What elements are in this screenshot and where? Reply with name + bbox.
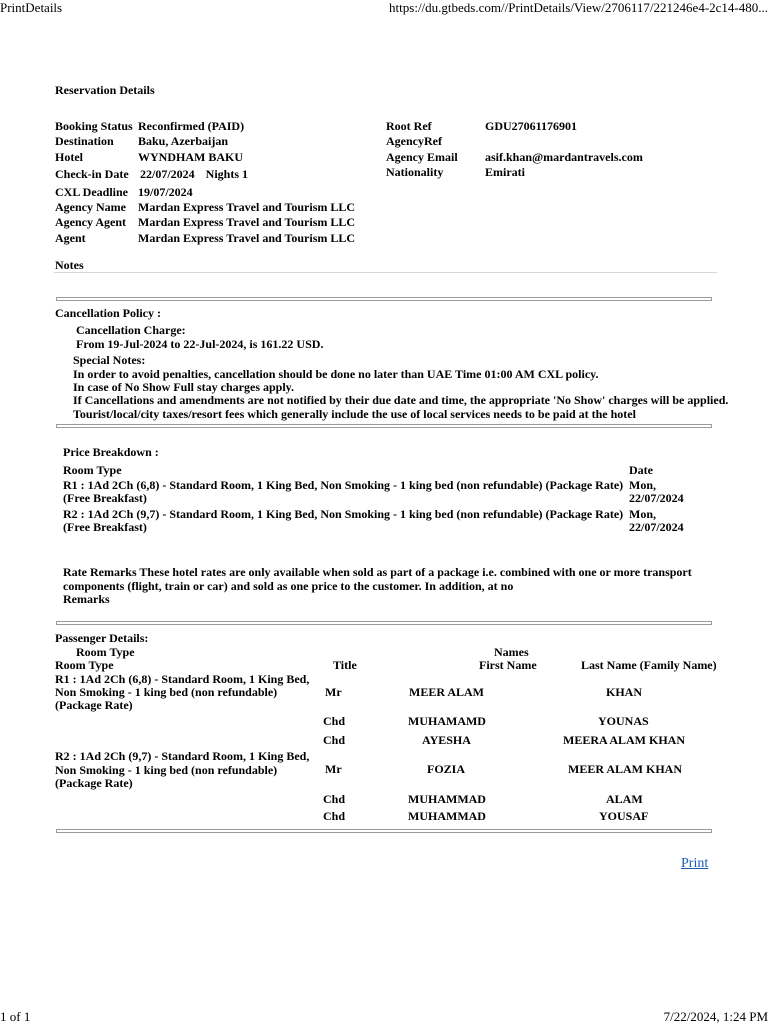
passenger-details-title: Passenger Details: xyxy=(55,631,149,645)
price-row-room-extra: (Free Breakfast) xyxy=(63,520,147,534)
rate-remarks-text: components (flight, train or car) and sold as one price to the customer. In addition, at no xyxy=(63,579,514,593)
passenger-room-desc: (Package Rate) xyxy=(55,776,133,790)
price-breakdown-title: Price Breakdown : xyxy=(63,445,159,459)
print-link[interactable]: Print xyxy=(681,856,709,871)
notes-label: Notes xyxy=(55,258,84,272)
passenger-room-desc: R1 : 1Ad 2Ch (6,8) - Standard Room, 1 King Bed, xyxy=(55,672,310,686)
agency-name-label: Agency Name xyxy=(55,200,126,214)
passenger-room-desc: Non Smoking - 1 king bed (non refundable) xyxy=(55,763,278,777)
checkin-value-cell xyxy=(138,167,355,185)
destination-value: Baku, Azerbaijan xyxy=(138,134,229,148)
passenger-last-name: MEERA ALAM KHAN xyxy=(563,733,686,747)
print-header-title: PrintDetails xyxy=(0,0,63,15)
section-divider xyxy=(56,621,712,625)
agency-ref-value xyxy=(485,134,643,150)
nights-value: Nights 1 xyxy=(205,167,249,181)
passenger-col-room-type: Room Type xyxy=(55,658,114,672)
nationality-label: Nationality xyxy=(386,165,444,179)
destination-label: Destination xyxy=(55,134,114,148)
agency-email-value: asif.khan@mardantravels.com xyxy=(485,150,643,164)
passenger-last-name: ALAM xyxy=(606,792,643,806)
price-row-date: 22/07/2024 xyxy=(629,491,684,505)
passenger-room-desc: R2 : 1Ad 2Ch (9,7) - Standard Room, 1 King Bed, xyxy=(55,749,310,763)
reservation-details-right xyxy=(386,119,643,181)
print-header-url: https://du.gtbeds.com//PrintDetails/View/2706117/221246e4-2c14-480... xyxy=(389,0,768,15)
passenger-title: Mr xyxy=(325,685,342,699)
agency-name-value: Mardan Express Travel and Tourism LLC xyxy=(138,200,356,214)
reservation-details-left xyxy=(55,119,355,246)
price-row-room-extra: (Free Breakfast) xyxy=(63,491,147,505)
section-divider xyxy=(56,829,712,833)
agent-value: Mardan Express Travel and Tourism LLC xyxy=(138,231,356,245)
rate-remarks-text: Rate Remarks These hotel rates are only available when sold as part of a package i.e. combined with one or more transport xyxy=(63,565,692,579)
root-ref-label: Root Ref xyxy=(386,119,432,133)
price-col-room-type: Room Type xyxy=(63,463,122,477)
cancellation-charge-label: Cancellation Charge: xyxy=(76,323,186,337)
agency-agent-label: Agency Agent xyxy=(55,215,126,229)
remarks-label: Remarks xyxy=(63,592,110,606)
root-ref-value: GDU27061176901 xyxy=(485,119,578,133)
passenger-last-name: YOUNAS xyxy=(598,714,649,728)
passenger-title: Chd xyxy=(323,809,346,823)
price-row-room: R1 : 1Ad 2Ch (6,8) - Standard Room, 1 King Bed, Non Smoking - 1 king bed (non refundable) (Package Rate) xyxy=(63,478,624,492)
price-row-date-day: Mon, xyxy=(629,507,656,521)
passenger-title: Mr xyxy=(325,762,342,776)
passenger-room-desc: (Package Rate) xyxy=(55,698,133,712)
checkin-date-value: 22/07/2024 xyxy=(140,167,195,181)
page-title: Reservation Details xyxy=(55,83,155,97)
agency-agent-value: Mardan Express Travel and Tourism LLC xyxy=(138,215,356,229)
section-divider xyxy=(56,297,712,301)
passenger-title: Chd xyxy=(323,733,346,747)
checkin-label: Check-in Date xyxy=(55,167,129,181)
price-row-date-day: Mon, xyxy=(629,478,656,492)
passenger-col-title: Title xyxy=(333,658,357,672)
special-notes-label: Special Notes: xyxy=(73,353,146,367)
price-row-date: 22/07/2024 xyxy=(629,520,684,534)
passenger-col-first-name: First Name xyxy=(479,658,537,672)
cxl-deadline-label: CXL Deadline xyxy=(55,185,129,199)
price-row-room: R2 : 1Ad 2Ch (9,7) - Standard Room, 1 King Bed, Non Smoking - 1 king bed (non refundable) (Package Rate) xyxy=(63,507,624,521)
passenger-last-name: YOUSAF xyxy=(599,809,649,823)
passenger-first-name: MUHAMMAD xyxy=(408,792,486,806)
hotel-label: Hotel xyxy=(55,150,83,164)
price-col-date: Date xyxy=(629,463,653,477)
special-note: Tourist/local/city taxes/resort fees which generally include the use of local services needs to be paid at the hotel xyxy=(73,407,636,421)
passenger-col-last-name: Last Name (Family Name) xyxy=(581,658,717,672)
print-footer-timestamp: 7/22/2024, 1:24 PM xyxy=(663,1009,768,1024)
passenger-title: Chd xyxy=(323,714,346,728)
passenger-last-name: KHAN xyxy=(606,685,642,699)
cxl-deadline-value: 19/07/2024 xyxy=(138,185,193,199)
special-note: If Cancellations and amendments are not notified by their due date and time, the appropriate 'No Show' charges will be applied. xyxy=(73,393,729,407)
print-footer-page-count: 1 of 1 xyxy=(0,1009,31,1024)
agency-ref-label: AgencyRef xyxy=(386,134,442,148)
passenger-last-name: MEER ALAM KHAN xyxy=(568,762,682,776)
section-divider xyxy=(56,424,712,428)
booking-status-value: Reconfirmed (PAID) xyxy=(138,119,245,133)
passenger-first-name: MEER ALAM xyxy=(409,685,484,699)
passenger-room-type-top: Room Type xyxy=(76,645,135,659)
passenger-first-name: MUHAMMAD xyxy=(408,809,486,823)
cancellation-charge-text: From 19-Jul-2024 to 22-Jul-2024, is 161.22 USD. xyxy=(76,337,324,351)
notes-divider xyxy=(54,272,717,273)
hotel-value: WYNDHAM BAKU xyxy=(138,150,243,164)
passenger-first-name: MUHAMAMD xyxy=(408,714,486,728)
passenger-title: Chd xyxy=(323,792,346,806)
cancellation-title: Cancellation Policy : xyxy=(55,306,161,320)
special-note: In order to avoid penalties, cancellation should be done no later than UAE Time 01:00 AM CXL policy. xyxy=(73,367,599,381)
nationality-value: Emirati xyxy=(485,165,525,179)
passenger-first-name: FOZIA xyxy=(427,762,466,776)
passenger-room-desc: Non Smoking - 1 king bed (non refundable) xyxy=(55,685,278,699)
agency-email-label: Agency Email xyxy=(386,150,458,164)
passenger-first-name: AYESHA xyxy=(422,733,471,747)
agent-label: Agent xyxy=(55,231,86,245)
special-note: In case of No Show Full stay charges apply. xyxy=(73,380,295,394)
passenger-names-label: Names xyxy=(494,645,529,659)
booking-status-label: Booking Status xyxy=(55,119,133,133)
